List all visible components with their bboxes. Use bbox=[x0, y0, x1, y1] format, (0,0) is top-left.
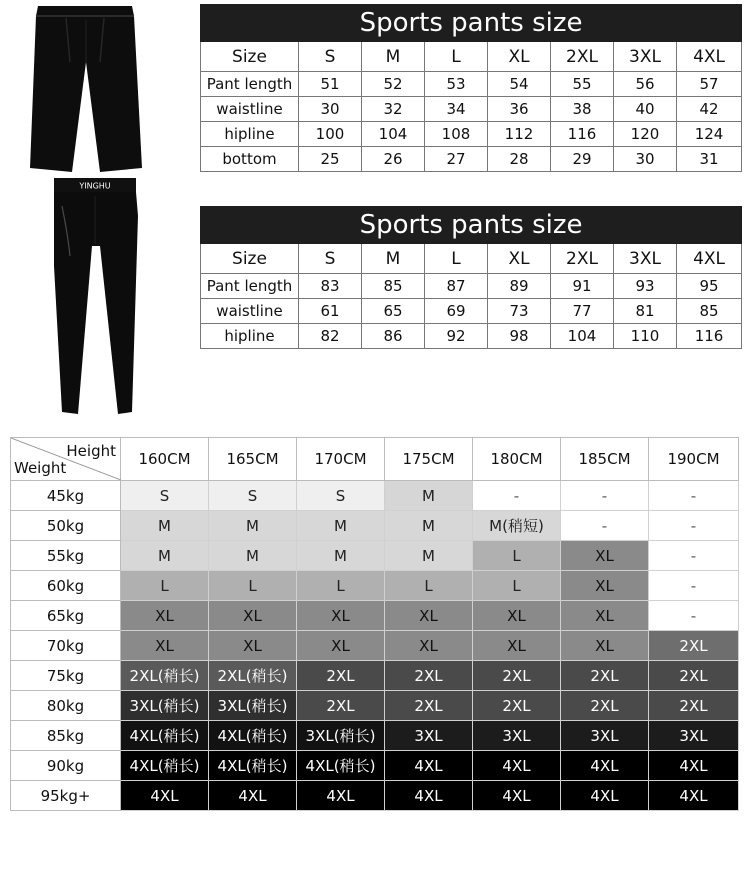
weight-row bbox=[11, 661, 739, 691]
size-recommendation-cell: XL bbox=[561, 601, 649, 631]
size-header-cell: 3XL bbox=[614, 42, 677, 72]
size-recommendation-cell: 3XL bbox=[473, 721, 561, 751]
size-recommendation-cell: 2XL bbox=[385, 691, 473, 721]
size-recommendation-cell: XL bbox=[121, 631, 209, 661]
measurement-cell: 112 bbox=[488, 122, 551, 147]
size-recommendation-cell: M bbox=[209, 541, 297, 571]
size-recommendation-cell: XL bbox=[209, 601, 297, 631]
size-recommendation-cell: L bbox=[209, 571, 297, 601]
weight-label: 60kg bbox=[11, 571, 121, 601]
measurement-cell: 27 bbox=[425, 147, 488, 172]
size-header-cell: 3XL bbox=[614, 244, 677, 274]
row-label: Pant length bbox=[201, 274, 299, 299]
measurement-cell: 38 bbox=[551, 97, 614, 122]
measurement-cell: 87 bbox=[425, 274, 488, 299]
measurement-cell: 61 bbox=[299, 299, 362, 324]
measurement-cell: 116 bbox=[551, 122, 614, 147]
table-row bbox=[201, 274, 742, 299]
size-recommendation-cell: 4XL bbox=[473, 781, 561, 811]
row-label: waistline bbox=[201, 97, 299, 122]
size-recommendation-cell: XL bbox=[561, 541, 649, 571]
weight-label: 95kg+ bbox=[11, 781, 121, 811]
shorts-table-title: Sports pants size bbox=[201, 5, 742, 42]
size-recommendation-cell: 4XL bbox=[297, 781, 385, 811]
weight-row bbox=[11, 601, 739, 631]
size-recommendation-cell: 4XL bbox=[385, 781, 473, 811]
size-recommendation-cell: XL bbox=[385, 631, 473, 661]
size-recommendation-cell: 4XL bbox=[473, 751, 561, 781]
height-header-cell: 160CM bbox=[121, 438, 209, 481]
measurement-cell: 124 bbox=[677, 122, 742, 147]
row-label: hipline bbox=[201, 122, 299, 147]
size-recommendation-cell: 4XL(稍长) bbox=[121, 751, 209, 781]
size-recommendation-cell: M bbox=[297, 511, 385, 541]
leggings-image bbox=[48, 176, 140, 416]
size-recommendation-cell: M bbox=[385, 541, 473, 571]
weight-label: 50kg bbox=[11, 511, 121, 541]
size-recommendation-cell: 2XL(稍长) bbox=[121, 661, 209, 691]
measurement-cell: 30 bbox=[614, 147, 677, 172]
size-recommendation-cell: XL bbox=[561, 631, 649, 661]
measurement-cell: 56 bbox=[614, 72, 677, 97]
measurement-cell: 31 bbox=[677, 147, 742, 172]
weight-axis-label: Weight bbox=[14, 459, 67, 477]
leggings-table-title: Sports pants size bbox=[201, 207, 742, 244]
measurement-cell: 98 bbox=[488, 324, 551, 349]
size-recommendation-cell: 3XL bbox=[649, 721, 739, 751]
measurement-cell: 86 bbox=[362, 324, 425, 349]
row-label: bottom bbox=[201, 147, 299, 172]
size-recommendation-cell: 4XL bbox=[561, 781, 649, 811]
size-recommendation-cell: 4XL(稍长) bbox=[209, 751, 297, 781]
measurement-cell: 57 bbox=[677, 72, 742, 97]
measurement-cell: 34 bbox=[425, 97, 488, 122]
weight-row bbox=[11, 541, 739, 571]
weight-label: 45kg bbox=[11, 481, 121, 511]
measurement-cell: 110 bbox=[614, 324, 677, 349]
size-header-cell: S bbox=[299, 244, 362, 274]
size-recommendation-cell: 4XL(稍长) bbox=[121, 721, 209, 751]
measurement-cell: 108 bbox=[425, 122, 488, 147]
size-recommendation-cell: 4XL bbox=[649, 751, 739, 781]
row-label: hipline bbox=[201, 324, 299, 349]
size-header-cell: L bbox=[425, 244, 488, 274]
size-recommendation-cell: L bbox=[385, 571, 473, 601]
measurement-cell: 104 bbox=[362, 122, 425, 147]
size-header-cell: M bbox=[362, 244, 425, 274]
size-recommendation-cell: S bbox=[297, 481, 385, 511]
size-chart-body bbox=[11, 481, 739, 811]
size-recommendation-cell: 4XL bbox=[121, 781, 209, 811]
measurement-cell: 92 bbox=[425, 324, 488, 349]
measurement-cell: 29 bbox=[551, 147, 614, 172]
measurement-cell: 77 bbox=[551, 299, 614, 324]
measurement-cell: 95 bbox=[677, 274, 742, 299]
shorts-header-row bbox=[201, 42, 742, 72]
shorts-size-table bbox=[200, 4, 742, 172]
size-recommendation-cell: M bbox=[297, 541, 385, 571]
size-recommendation-cell: 4XL bbox=[209, 781, 297, 811]
size-header-cell: S bbox=[299, 42, 362, 72]
size-recommendation-cell: 2XL bbox=[473, 661, 561, 691]
measurement-cell: 52 bbox=[362, 72, 425, 97]
weight-row bbox=[11, 691, 739, 721]
weight-label: 90kg bbox=[11, 751, 121, 781]
height-header-cell: 190CM bbox=[649, 438, 739, 481]
measurement-cell: 91 bbox=[551, 274, 614, 299]
weight-label: 65kg bbox=[11, 601, 121, 631]
measurement-cell: 100 bbox=[299, 122, 362, 147]
size-header-cell: L bbox=[425, 42, 488, 72]
measurement-cell: 42 bbox=[677, 97, 742, 122]
table-row bbox=[201, 299, 742, 324]
size-recommendation-cell: 2XL bbox=[561, 691, 649, 721]
size-recommendation-cell: M bbox=[385, 481, 473, 511]
height-weight-size-chart bbox=[10, 437, 739, 811]
size-recommendation-cell: - bbox=[649, 541, 739, 571]
size-recommendation-cell: XL bbox=[297, 631, 385, 661]
size-recommendation-cell: 4XL(稍长) bbox=[209, 721, 297, 751]
size-recommendation-cell: 4XL bbox=[561, 751, 649, 781]
height-header-cell: 170CM bbox=[297, 438, 385, 481]
size-recommendation-cell: - bbox=[649, 601, 739, 631]
height-header-cell: 185CM bbox=[561, 438, 649, 481]
shorts-image bbox=[26, 2, 144, 174]
size-recommendation-cell: - bbox=[649, 511, 739, 541]
table-row bbox=[201, 122, 742, 147]
measurement-cell: 65 bbox=[362, 299, 425, 324]
size-recommendation-cell: XL bbox=[473, 601, 561, 631]
measurement-cell: 82 bbox=[299, 324, 362, 349]
size-recommendation-cell: XL bbox=[297, 601, 385, 631]
size-header-cell: Size bbox=[201, 42, 299, 72]
size-recommendation-cell: M bbox=[385, 511, 473, 541]
measurement-cell: 83 bbox=[299, 274, 362, 299]
measurement-cell: 51 bbox=[299, 72, 362, 97]
measurement-cell: 73 bbox=[488, 299, 551, 324]
row-label: Pant length bbox=[201, 72, 299, 97]
size-header-cell: 2XL bbox=[551, 244, 614, 274]
waistband-text: YINGHU bbox=[79, 181, 111, 191]
measurement-cell: 89 bbox=[488, 274, 551, 299]
size-recommendation-cell: S bbox=[121, 481, 209, 511]
size-recommendation-cell: XL bbox=[561, 571, 649, 601]
weight-label: 80kg bbox=[11, 691, 121, 721]
weight-row bbox=[11, 781, 739, 811]
measurement-cell: 36 bbox=[488, 97, 551, 122]
measurement-cell: 32 bbox=[362, 97, 425, 122]
size-recommendation-cell: 4XL bbox=[385, 751, 473, 781]
table-row bbox=[201, 324, 742, 349]
weight-row bbox=[11, 631, 739, 661]
size-recommendation-cell: - bbox=[561, 481, 649, 511]
measurement-cell: 85 bbox=[677, 299, 742, 324]
size-recommendation-cell: - bbox=[473, 481, 561, 511]
measurement-cell: 69 bbox=[425, 299, 488, 324]
size-recommendation-cell: 3XL bbox=[561, 721, 649, 751]
size-recommendation-cell: L bbox=[121, 571, 209, 601]
size-recommendation-cell: 2XL bbox=[473, 691, 561, 721]
height-header-row bbox=[11, 438, 739, 481]
size-recommendation-cell: 2XL bbox=[561, 661, 649, 691]
weight-row bbox=[11, 481, 739, 511]
measurement-cell: 120 bbox=[614, 122, 677, 147]
size-recommendation-cell: 3XL(稍长) bbox=[209, 691, 297, 721]
weight-row bbox=[11, 571, 739, 601]
size-recommendation-cell: XL bbox=[121, 601, 209, 631]
size-recommendation-cell: 3XL(稍长) bbox=[297, 721, 385, 751]
size-recommendation-cell: 2XL(稍长) bbox=[209, 661, 297, 691]
size-header-cell: 2XL bbox=[551, 42, 614, 72]
size-recommendation-cell: M(稍短) bbox=[473, 511, 561, 541]
size-header-cell: 4XL bbox=[677, 42, 742, 72]
weight-label: 85kg bbox=[11, 721, 121, 751]
measurement-cell: 93 bbox=[614, 274, 677, 299]
size-recommendation-cell: M bbox=[209, 511, 297, 541]
height-axis-label: Height bbox=[66, 442, 116, 460]
weight-row bbox=[11, 751, 739, 781]
weight-label: 75kg bbox=[11, 661, 121, 691]
measurement-cell: 30 bbox=[299, 97, 362, 122]
leggings-size-table bbox=[200, 206, 742, 349]
measurement-cell: 25 bbox=[299, 147, 362, 172]
weight-row bbox=[11, 511, 739, 541]
measurement-cell: 81 bbox=[614, 299, 677, 324]
size-recommendation-cell: M bbox=[121, 511, 209, 541]
size-header-cell: Size bbox=[201, 244, 299, 274]
row-label: waistline bbox=[201, 299, 299, 324]
size-recommendation-cell: 2XL bbox=[385, 661, 473, 691]
size-recommendation-cell: L bbox=[297, 571, 385, 601]
size-recommendation-cell: 2XL bbox=[649, 691, 739, 721]
measurement-cell: 116 bbox=[677, 324, 742, 349]
size-recommendation-cell: 2XL bbox=[649, 661, 739, 691]
size-header-cell: 4XL bbox=[677, 244, 742, 274]
size-recommendation-cell: XL bbox=[209, 631, 297, 661]
table-row bbox=[201, 72, 742, 97]
measurement-cell: 55 bbox=[551, 72, 614, 97]
weight-row bbox=[11, 721, 739, 751]
measurement-cell: 85 bbox=[362, 274, 425, 299]
size-recommendation-cell: 2XL bbox=[297, 691, 385, 721]
size-header-cell: XL bbox=[488, 244, 551, 274]
height-header-cell: 180CM bbox=[473, 438, 561, 481]
size-recommendation-cell: S bbox=[209, 481, 297, 511]
measurement-cell: 26 bbox=[362, 147, 425, 172]
height-header-cell: 175CM bbox=[385, 438, 473, 481]
weight-label: 70kg bbox=[11, 631, 121, 661]
size-recommendation-cell: XL bbox=[385, 601, 473, 631]
size-recommendation-cell: - bbox=[649, 571, 739, 601]
size-recommendation-cell: - bbox=[561, 511, 649, 541]
weight-label: 55kg bbox=[11, 541, 121, 571]
measurement-cell: 104 bbox=[551, 324, 614, 349]
size-recommendation-cell: 3XL bbox=[385, 721, 473, 751]
measurement-cell: 53 bbox=[425, 72, 488, 97]
size-recommendation-cell: 2XL bbox=[297, 661, 385, 691]
size-recommendation-cell: M bbox=[121, 541, 209, 571]
size-recommendation-cell: XL bbox=[473, 631, 561, 661]
measurement-cell: 28 bbox=[488, 147, 551, 172]
size-recommendation-cell: 3XL(稍长) bbox=[121, 691, 209, 721]
size-recommendation-cell: 4XL bbox=[649, 781, 739, 811]
table-row bbox=[201, 97, 742, 122]
size-recommendation-cell: L bbox=[473, 571, 561, 601]
measurement-cell: 40 bbox=[614, 97, 677, 122]
size-header-cell: M bbox=[362, 42, 425, 72]
size-header-cell: XL bbox=[488, 42, 551, 72]
height-header-cell: 165CM bbox=[209, 438, 297, 481]
size-recommendation-cell: L bbox=[473, 541, 561, 571]
size-recommendation-cell: 4XL(稍长) bbox=[297, 751, 385, 781]
table-row bbox=[201, 147, 742, 172]
measurement-cell: 54 bbox=[488, 72, 551, 97]
size-recommendation-cell: - bbox=[649, 481, 739, 511]
corner-cell bbox=[11, 438, 121, 481]
size-recommendation-cell: 2XL bbox=[649, 631, 739, 661]
leggings-header-row bbox=[201, 244, 742, 274]
